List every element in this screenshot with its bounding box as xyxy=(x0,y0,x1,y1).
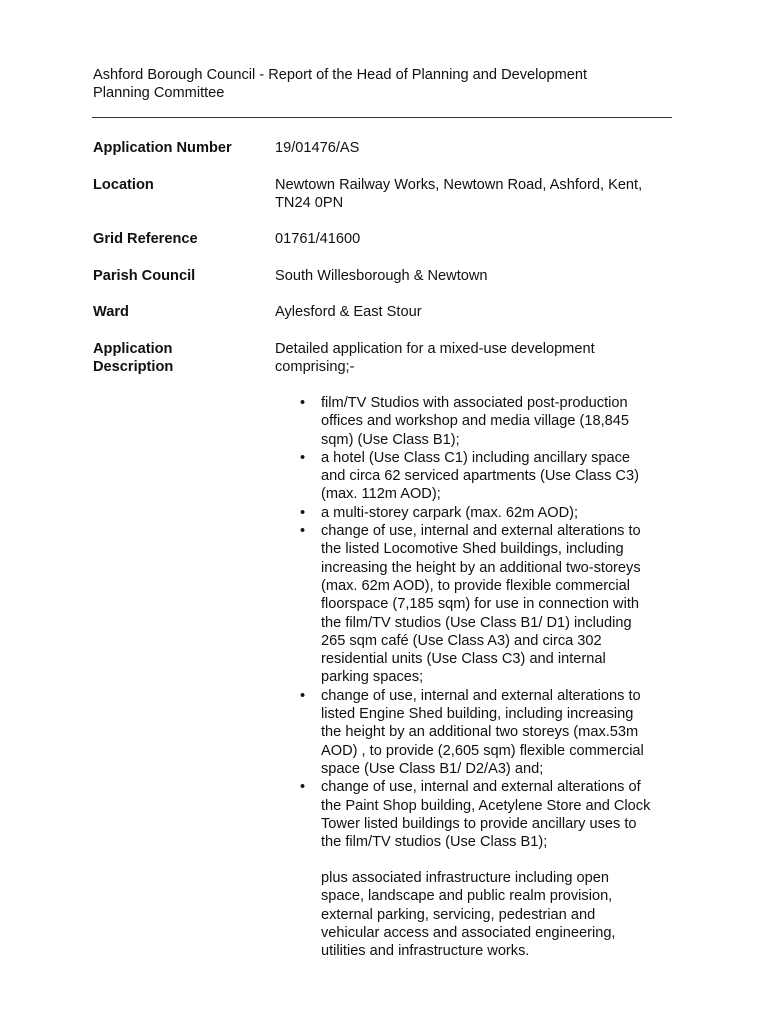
list-item-line: 265 sqm café (Use Class A3) and circa 302 xyxy=(321,632,602,649)
list-item-line: space (Use Class B1/ D2/A3) and; xyxy=(321,760,544,777)
list-item-line: a multi-storey carpark (max. 62m AOD); xyxy=(321,504,579,521)
list-item xyxy=(275,687,685,778)
list-item-line: the height by an additional two storeys (max.53m xyxy=(321,724,639,741)
parish-council-value: South Willesborough & Newtown xyxy=(275,268,488,284)
bullet-icon: • xyxy=(300,687,306,704)
location-value: Newtown Railway Works, Newtown Road, Ashford, Kent, TN24 0PN xyxy=(275,177,643,212)
list-item-line: Tower listed buildings to provide ancillary uses to xyxy=(321,815,637,832)
paragraph-line: plus associated infrastructure including open xyxy=(321,870,609,886)
development-components-list xyxy=(275,394,685,851)
list-item-line: the listed Locomotive Shed buildings, including xyxy=(321,541,624,558)
report-title: Ashford Borough Council - Report of the Head of Planning and Development xyxy=(93,67,588,83)
list-item-line: (max. 62m AOD), to provide flexible commercial xyxy=(321,577,630,594)
list-item-line: the Paint Shop building, Acetylene Store and Clock xyxy=(321,797,651,814)
list-item-line: sqm) (Use Class B1); xyxy=(321,431,460,448)
paragraph-line: utilities and infrastructure works. xyxy=(321,943,530,960)
bullet-icon: • xyxy=(300,449,306,466)
paragraph-line: external parking, servicing, pedestrian and xyxy=(321,906,596,923)
bullet-icon: • xyxy=(300,395,306,411)
grid-reference-value: 01761/41600 xyxy=(275,231,361,247)
parish-council-label: Parish Council xyxy=(93,268,196,284)
list-item xyxy=(275,504,685,522)
application-description-intro: Detailed application for a mixed-use development comprising;- xyxy=(275,341,595,376)
list-item-line: a hotel (Use Class C1) including ancillary space xyxy=(321,449,631,466)
committee-name: Planning Committee xyxy=(93,85,225,102)
grid-reference-label: Grid Reference xyxy=(93,231,198,247)
list-item-line: listed Engine Shed building, including increasing xyxy=(321,706,634,723)
list-item xyxy=(275,394,685,449)
ward-value: Aylesford & East Stour xyxy=(275,304,422,320)
list-item-line: residential units (Use Class C3) and internal xyxy=(321,651,606,668)
application-number-label: Application Number xyxy=(93,140,232,156)
list-item-line: the film/TV studios (Use Class B1/ D1) including xyxy=(321,614,632,631)
list-item xyxy=(275,522,685,687)
list-item-line: parking spaces; xyxy=(321,669,424,686)
paragraph-line: space, landscape and public realm provision, xyxy=(321,888,613,905)
list-item-line: change of use, internal and external alterations to xyxy=(321,687,641,704)
list-item xyxy=(275,778,685,851)
list-item-line: and circa 62 serviced apartments (Use Class C3) xyxy=(321,468,639,485)
list-item-line: film/TV Studios with associated post-production xyxy=(321,395,628,411)
list-item-line: (max. 112m AOD); xyxy=(321,486,441,503)
header-divider xyxy=(92,117,672,118)
application-description-label: Application Description xyxy=(93,341,174,376)
bullet-icon: • xyxy=(300,779,306,796)
list-item-line: offices and workshop and media village (18,845 xyxy=(321,413,630,430)
bullet-icon: • xyxy=(300,523,306,540)
ward-label: Ward xyxy=(93,304,129,320)
list-item-line: floorspace (7,185 sqm) for use in connection with xyxy=(321,596,639,613)
list-item-line: AOD) , to provide (2,605 sqm) flexible commercial xyxy=(321,742,644,759)
application-number-value: 19/01476/AS xyxy=(275,140,360,156)
list-item-line: increasing the height by an additional two-storeys xyxy=(321,559,641,576)
location-label: Location xyxy=(93,177,154,193)
bullet-icon: • xyxy=(300,504,306,521)
list-item-line: the film/TV studios (Use Class B1); xyxy=(321,834,548,851)
report-header xyxy=(93,66,693,103)
list-item-line: change of use, internal and external alterations to xyxy=(321,523,641,540)
list-item xyxy=(275,449,685,504)
paragraph-line: vehicular access and associated engineering, xyxy=(321,924,616,941)
list-item-line: change of use, internal and external alterations of xyxy=(321,779,641,796)
infrastructure-paragraph xyxy=(321,869,681,960)
